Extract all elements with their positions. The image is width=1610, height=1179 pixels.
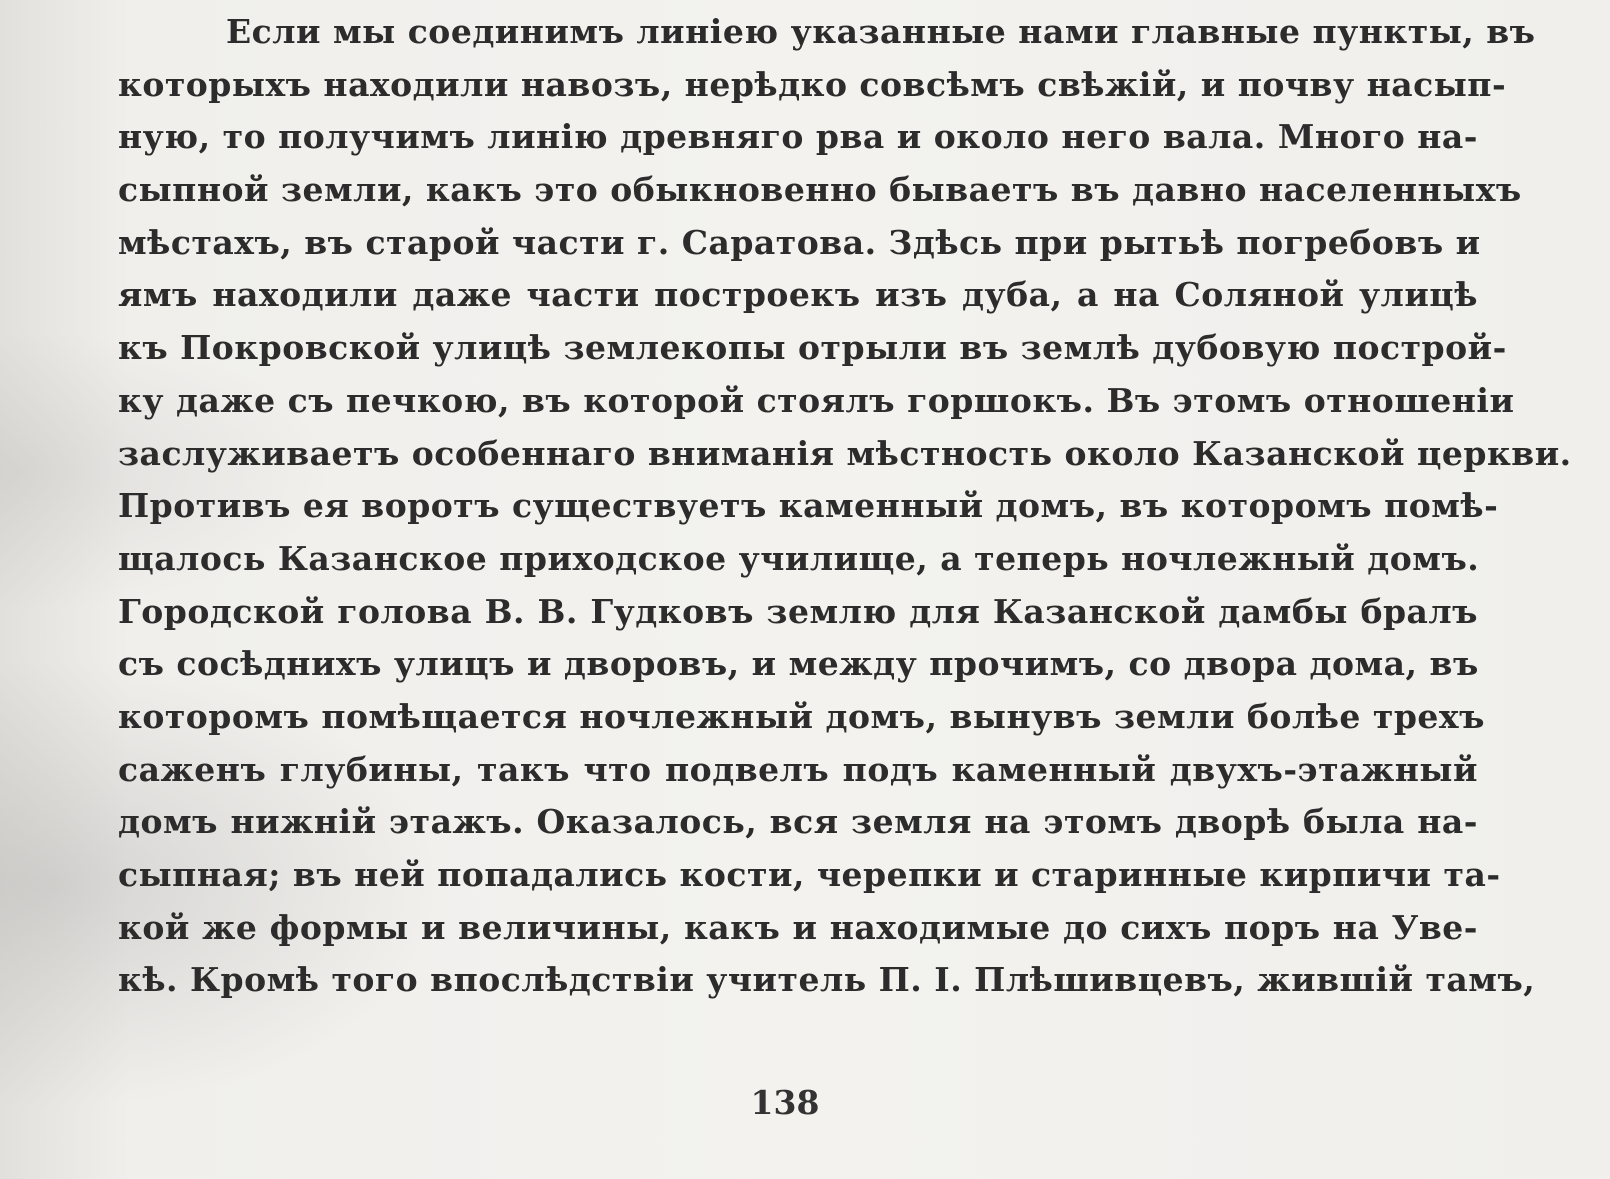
text-line: ную, то получимъ линiю древняго рва и около него вала. Много на- xyxy=(118,117,1478,157)
text-line: которомъ помѣщается ночлежный домъ, вынувъ земли болѣе трехъ xyxy=(118,696,1485,736)
text-line: сыпной земли, какъ это обыкновенно бываетъ въ давно населенныхъ xyxy=(118,170,1522,210)
text-line: ку даже съ печкою, въ которой стоялъ горшокъ. Въ этомъ отношенiи xyxy=(118,380,1515,420)
page-number: 138 xyxy=(750,1083,820,1122)
text-line: кѣ. Кромѣ того впослѣдствiи учитель П. I. Плѣшивцевъ, жившiй тамъ, xyxy=(118,960,1536,1000)
text-line: Городской голова В. В. Гудковъ землю для Казанской дамбы бралъ xyxy=(118,591,1478,631)
text-line: щалось Казанское приходское училище, а теперь ночлежный домъ. xyxy=(118,538,1480,578)
text-line: заслуживаетъ особеннаго вниманiя мѣстность около Казанской церкви. xyxy=(118,433,1572,473)
text-line: мѣстахъ, въ старой части г. Саратова. Здѣсь при рытьѣ погребовъ и xyxy=(118,222,1481,262)
text-line: которыхъ находили навозъ, нерѣдко совсѣмъ свѣжiй, и почву насып- xyxy=(118,64,1507,104)
text-line: Противъ ея воротъ существуетъ каменный домъ, въ которомъ помѣ- xyxy=(118,486,1499,526)
text-line: сыпная; въ ней попадались кости, черепки и старинные кирпичи та- xyxy=(118,855,1501,894)
text-line: къ Покровской улицѣ землекопы отрыли въ землѣ дубовую построй- xyxy=(118,328,1507,368)
text-line: кой же формы и величины, какъ и находимые до сихъ поръ на Уве- xyxy=(118,907,1478,947)
body-text xyxy=(118,6,1572,1007)
text-line: саженъ глубины, такъ что подвелъ подъ каменный двухъ-этажный xyxy=(118,749,1478,789)
text-line: ямъ находили даже части построекъ изъ дуба, а на Соляной улицѣ xyxy=(118,275,1478,315)
text-line: Если мы соединимъ линiею указанные нами главные пункты, въ xyxy=(226,12,1536,51)
text-line: съ сосѣднихъ улицъ и дворовъ, и между прочимъ, со двора дома, въ xyxy=(118,644,1479,684)
text-line: домъ нижнiй этажъ. Оказалось, вся земля на этомъ дворѣ была на- xyxy=(118,802,1478,842)
